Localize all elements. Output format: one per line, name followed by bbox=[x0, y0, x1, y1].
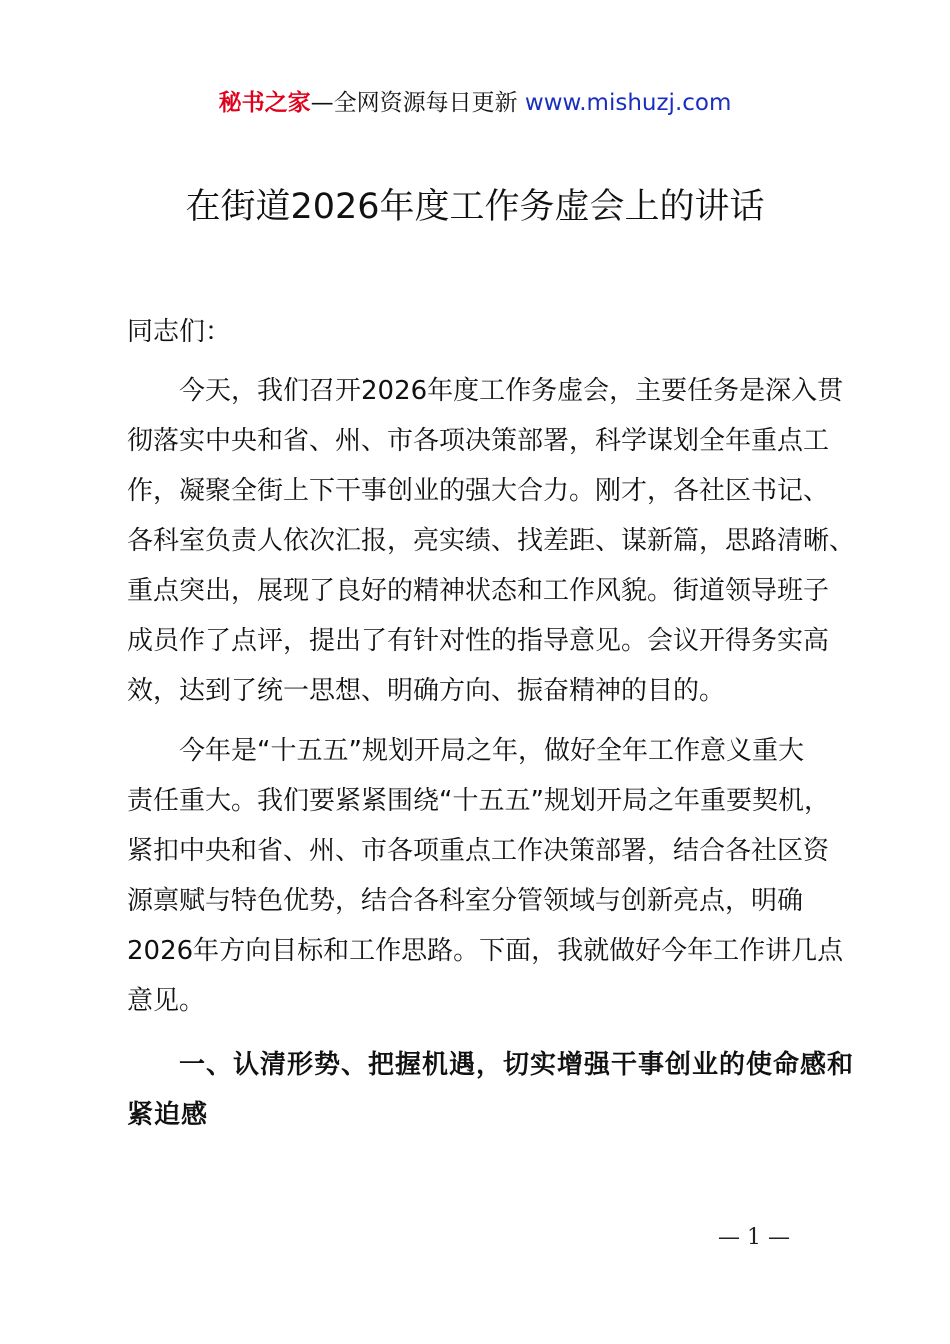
paragraph-line: 2026年方向目标和工作思路。下面，我就做好今年工作讲几点 bbox=[127, 936, 844, 966]
heading-line: 紧迫感 bbox=[127, 1100, 209, 1130]
paragraph-line: 今天，我们召开2026年度工作务虚会，主要任务是深入贯 bbox=[179, 376, 844, 406]
paragraph-line: 效，达到了统一思想、明确方向、振奋精神的目的。 bbox=[127, 676, 726, 706]
paragraph-line: 彻落实中央和省、州、市各项决策部署，科学谋划全年重点工 bbox=[127, 426, 830, 456]
site-brand: 秘书之家 bbox=[218, 90, 311, 116]
paragraph-line: 源禀赋与特色优势，结合各科室分管领域与创新亮点，明确 bbox=[127, 886, 804, 916]
salutation: 同志们： bbox=[127, 317, 232, 347]
paragraph-line: 各科室负责人依次汇报，亮实绩、找差距、谋新篇，思路清晰、 bbox=[127, 526, 856, 556]
paragraph-line: 责任重大。我们要紧紧围绕“十五五”规划开局之年重要契机， bbox=[127, 786, 830, 816]
paragraph-1 bbox=[127, 366, 856, 716]
paragraph-line: 紧扣中央和省、州、市各项重点工作决策部署，结合各社区资 bbox=[127, 836, 830, 866]
paragraph-line: 重点突出，展现了良好的精神状态和工作风貌。街道领导班子 bbox=[127, 576, 830, 606]
heading-line: 一、认清形势、把握机遇，切实增强干事创业的使命感和 bbox=[179, 1050, 855, 1080]
document-title: 在街道2026年度工作务虚会上的讲话 bbox=[185, 187, 765, 227]
page-number: — 1 — bbox=[718, 1225, 790, 1250]
site-tagline: —全网资源每日更新 bbox=[310, 90, 525, 116]
section-heading-1 bbox=[127, 1040, 855, 1140]
site-header bbox=[0, 86, 950, 120]
paragraph-line: 今年是“十五五”规划开局之年，做好全年工作意义重大 bbox=[179, 736, 804, 766]
site-url-link[interactable]: www.mishuzj.com bbox=[524, 90, 732, 116]
paragraph-line: 意见。 bbox=[127, 986, 206, 1016]
paragraph-2 bbox=[127, 726, 844, 1026]
paragraph-line: 成员作了点评，提出了有针对性的指导意见。会议开得务实高 bbox=[127, 626, 830, 656]
paragraph-line: 作，凝聚全街上下干事创业的强大合力。刚才，各社区书记、 bbox=[127, 476, 830, 506]
